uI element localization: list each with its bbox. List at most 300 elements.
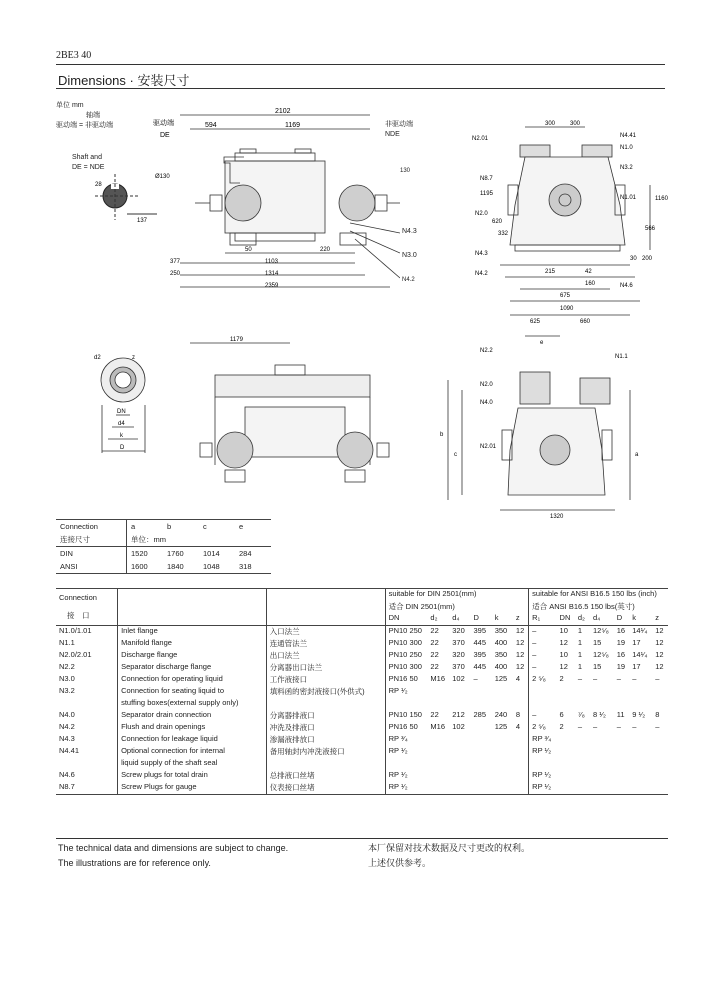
spec-cell: 10 [559,650,568,659]
spec-cell: N3.0 [59,674,75,683]
spec-row [56,722,668,734]
spec-cell [513,746,529,758]
spec-cell: 12 [515,650,525,659]
label-n11: N1.1 [615,354,628,360]
spec-cell [427,746,449,758]
pump-end-view [470,115,670,325]
shaft-and-text: Shaft and [72,154,102,161]
de-eq-label: 驱动端 = 非驱动端 [56,122,113,129]
note-cn-2: 上述仅供参考。 [368,858,432,868]
spec-cell: PN16 50 [385,674,427,686]
spec-cell: Connection for seating liquid to [118,686,267,698]
spec-cell [427,698,449,710]
ansi-col-dn: DN [559,613,571,622]
spec-cell [492,746,513,758]
conn-header-c: c [203,522,207,531]
din-col-d4: d₄ [452,613,460,622]
spec-cell [590,770,614,782]
spec-cell [652,770,668,782]
spec-cell: 分离器出口法兰 [266,662,385,674]
spec-cell [575,686,590,698]
dim-28: 28 [95,182,102,188]
spec-cell: – [655,722,660,731]
spec-cell [470,734,491,746]
spec-cell: 22 [430,638,439,647]
dim-377: 377 [170,259,181,265]
label-n43-side: N4.3 [402,228,417,235]
spec-cell: RP ¹⁄₂ [529,782,557,795]
spec-cell: 工作液接口 [266,674,385,686]
spec-cell: 2 ⁵⁄₈ [529,722,557,734]
dim-300-a: 300 [545,121,556,127]
dim-1090: 1090 [560,306,574,312]
document-code: 2BE3 40 [56,50,92,61]
spec-cell [470,758,491,770]
ansi-col-r1: R₁ [529,613,557,626]
spec-cell: 395 [473,626,486,635]
spec-header-ansi: suitable for ANSI B16.5 150 lbs (inch) [529,589,668,602]
spec-cell: 12 [515,662,525,671]
conn-cell: DIN [60,549,73,558]
spec-header-ansi-cn: 适合 ANSI B16.5 150 lbs(英寸) [529,601,668,613]
dim-130: 130 [400,168,411,174]
dim-2102: 2102 [275,108,291,115]
spec-cell: N8.7 [59,782,75,791]
dim-42: 42 [585,269,592,275]
label-n42: N4.2 [475,271,488,277]
spec-cell: 445 [473,662,486,671]
spec-cell [575,698,590,710]
label-n87: N8.7 [480,176,493,182]
spec-cell: 12 [655,662,664,671]
spec-cell [513,698,529,710]
label-D: D [120,445,125,451]
spec-cell [557,686,575,698]
spec-cell: M16 [430,722,445,731]
label-n10: N1.0 [620,145,633,151]
notes-en [58,841,288,871]
notes-cn [368,841,530,871]
label-d4: d4 [118,421,125,427]
spec-row [56,674,668,686]
spec-cell: N1.1 [59,638,75,647]
din-col-d2: d₂ [430,613,438,622]
spec-cell: Connection for leakage liquid [118,734,267,746]
spec-cell: 1 [577,650,582,659]
spec-cell [449,734,470,746]
spec-cell [427,686,449,698]
spec-cell [557,770,575,782]
spec-cell [614,734,630,746]
dim-332: 332 [498,231,509,237]
spec-cell [56,758,118,770]
spec-cell [449,758,470,770]
spec-cell [56,698,118,710]
spec-cell [492,782,513,795]
note-cn-1: 本厂保留对技术数据及尺寸更改的权利。 [368,843,531,853]
label-n201: N2.01 [472,136,489,142]
label-n101: N1.01 [620,195,637,201]
spec-cell: – [529,638,557,650]
spec-cell: 冲洗及排液口 [266,722,385,734]
spec-cell: N4.41 [59,746,80,755]
dim-620: 620 [492,219,503,225]
dim-30: 30 [630,256,637,262]
spec-cell [470,746,491,758]
spec-cell [629,770,652,782]
spec-cell: PN10 150 [385,710,427,722]
spec-cell [492,770,513,782]
page-title: Dimensions · 安装尺寸 [58,73,190,88]
nde-cn-label: 非驱动端 [385,121,413,128]
spec-cell [449,770,470,782]
spec-cell: 22 [430,626,439,635]
dim-137: 137 [137,218,148,224]
spec-row [56,650,668,662]
spec-cell: RP ¹⁄₂ [385,746,427,758]
spec-cell: 212 [452,710,465,719]
spec-cell: 12 [515,638,525,647]
spec-cell [629,686,652,698]
spec-cell: 8 [655,710,660,719]
spec-cell: – [655,674,660,683]
spec-cell: – [529,626,557,639]
spec-cell: N4.6 [59,770,75,779]
ansi-col-d4: d₄ [593,613,601,622]
label-n30-side: N3.0 [402,252,417,259]
notes-rule [56,838,668,839]
conn-cell: 1840 [167,562,184,571]
spec-row [56,758,668,770]
de-label: DE [160,132,170,139]
spec-cell [513,770,529,782]
dim-300-b: 300 [570,121,581,127]
dim-b: b [440,432,444,438]
label-n43: N4.3 [475,251,488,257]
spec-cell: 14¹⁄₄ [632,626,648,635]
spec-cell [427,734,449,746]
spec-cell: liquid supply of the shaft seal [118,758,267,770]
spec-cell: 4 [515,674,521,683]
spec-cell [575,782,590,795]
spec-cell: 102 [452,674,465,683]
spec-cell: 370 [452,638,465,647]
spec-cell: – [593,674,598,683]
ansi-col-d2: d₂ [577,613,585,622]
spec-cell [385,758,427,770]
spec-cell [575,770,590,782]
spec-cell: N3.2 [59,686,75,695]
spec-cell: 1 [577,626,582,635]
spec-cell [575,746,590,758]
spec-cell: 渗漏液排放口 [266,734,385,746]
spec-cell: 备用轴封内冲洗液接口 [266,746,385,758]
spec-cell: 2 ⁵⁄₈ [529,674,557,686]
spec-cell [590,734,614,746]
spec-cell: M16 [430,674,445,683]
spec-cell [470,770,491,782]
spec-cell [470,722,491,734]
spec-cell [529,758,557,770]
spec-cell: 2 [559,674,564,683]
spec-cell: Optional connection for internal [118,746,267,758]
conn-header-connection: Connection [60,522,98,531]
spec-cell: 12 [655,650,664,659]
spec-cell: PN10 250 [385,650,427,662]
spec-cell: 12⁵⁄₈ [593,626,609,635]
spec-cell: RP ¹⁄₂ [385,686,427,698]
spec-cell: 400 [494,662,508,671]
spec-cell: PN10 300 [385,638,427,650]
spec-cell: Screw Plugs for gauge [118,782,267,795]
spec-cell: 仪表接口丝堵 [266,782,385,795]
spec-cell [449,782,470,795]
spec-cell: RP ³⁄₄ [529,734,557,746]
pump-side-view [150,103,400,298]
label-n32: N3.2 [620,165,633,171]
spec-cell [449,686,470,698]
label-n201-b: N2.01 [480,444,497,450]
dim-c: c [454,452,457,458]
spec-cell: – [577,674,582,683]
spec-row [56,734,668,746]
spec-cell: 12 [655,626,664,635]
din-col-D: D [473,613,479,622]
spec-cell: 22 [430,650,439,659]
spec-cell [614,686,630,698]
dim-660: 660 [580,319,591,325]
dim-160: 160 [585,281,596,287]
spec-cell [652,698,668,710]
dim-215: 215 [545,269,556,275]
spec-cell [385,698,427,710]
spec-cell: 16 [616,650,626,659]
spec-cell [629,746,652,758]
dim-1169: 1169 [285,122,301,129]
spec-cell [629,698,652,710]
spec-cell [513,758,529,770]
spec-cell [575,734,590,746]
spec-cell: 285 [473,710,486,719]
dim-a: a [635,452,639,458]
separator-end-view [440,330,660,520]
spec-cell: 125 [494,722,508,731]
spec-row [56,746,668,758]
din-col-z: z [515,613,520,622]
dim-250: 250 [170,271,181,277]
spec-cell: RP ¹⁄₂ [385,782,427,795]
spec-cell [590,758,614,770]
dim-566: 566 [645,226,656,232]
spec-row [56,686,668,698]
dim-1103: 1103 [265,259,278,265]
spec-cell: – [632,674,637,683]
unit-line: 单位 mm [56,102,84,109]
spec-cell: 12 [559,638,568,647]
spec-cell: RP ¹⁄₂ [385,770,427,782]
spec-cell [529,698,557,710]
spec-cell: 16 [616,626,626,635]
spec-cell: N2.2 [59,662,75,671]
spec-cell [575,758,590,770]
spec-cell: 240 [494,710,508,719]
spec-cell: – [616,674,621,683]
spec-cell: stuffing boxes(external supply only) [118,698,267,710]
conn-header-b: b [167,522,172,531]
spec-cell [652,734,668,746]
spec-header-din: suitable for DIN 2501(mm) [385,589,529,602]
label-n22: N2.2 [480,348,493,354]
spec-cell: 填料函的密封液接口(外供式) [266,686,385,698]
spec-cell: – [632,722,637,731]
spec-row [56,782,668,795]
spec-cell: 125 [494,674,508,683]
spec-cell: 445 [473,638,486,647]
unit-note [56,101,113,131]
conn-header-cn: 连接尺寸 [60,535,90,544]
spec-cell [513,734,529,746]
dim-1195: 1195 [480,191,493,197]
dim-1160: 1160 [655,196,668,202]
spec-cell: 12⁵⁄₈ [593,650,609,659]
spec-cell: 12 [655,638,664,647]
spec-cell: – [529,650,557,662]
spec-cell [266,758,385,770]
pump-with-separator-view [185,335,390,500]
spec-cell: 4 [515,722,521,731]
spec-cell: 395 [473,650,486,659]
spec-cell: Separator drain connection [118,710,267,722]
conn-header-a: a [127,520,164,534]
spec-cell: PN10 300 [385,662,427,674]
spec-cell [614,746,630,758]
spec-cell [492,758,513,770]
spec-cell: N4.3 [59,734,75,743]
dim-1314: 1314 [265,271,279,277]
spec-cell [590,782,614,795]
spec-cell: 320 [452,626,465,635]
spec-cell: 总排液口丝堵 [266,770,385,782]
din-col-dn: DN [385,613,427,626]
ansi-col-z: z [655,613,659,622]
spec-cell [652,758,668,770]
spec-cell: Screw plugs for total drain [118,770,267,782]
spec-cell [652,782,668,795]
dim-625: 625 [530,319,541,325]
spec-cell: 2 [559,722,564,731]
spec-cell: 8 ¹⁄₂ [593,710,606,719]
conn-cell: 1600 [127,560,164,574]
spec-cell [590,698,614,710]
spec-cell: – [529,710,557,722]
connection-table [56,519,271,574]
conn-cell: 318 [239,562,252,571]
spec-cell [557,746,575,758]
spec-cell [492,698,513,710]
spec-cell: Discharge flange [118,650,267,662]
note-en-1: The technical data and dimensions are subject to change. [58,843,289,853]
spec-cell [652,746,668,758]
spec-cell: Manifold flange [118,638,267,650]
spec-cell [529,686,557,698]
spec-row [56,698,668,710]
ansi-col-D: D [616,613,623,622]
spec-cell: N4.0 [59,710,75,719]
spec-row [56,638,668,650]
spec-cell: RP ¹⁄₂ [529,746,557,758]
spec-cell: 入口法兰 [266,626,385,639]
spec-cell: ⁷⁄₈ [577,710,585,719]
spec-cell [492,686,513,698]
spec-cell: 1 [577,638,582,647]
spec-cell: 17 [632,638,641,647]
spec-cell [614,758,630,770]
spec-cell [557,698,575,710]
spec-cell: PN16 50 [385,722,427,734]
spec-cell [614,770,630,782]
spec-row [56,770,668,782]
spec-cell [470,686,491,698]
spec-cell: 320 [452,650,465,659]
spec-cell: 12 [559,662,568,671]
label-z: z [132,355,135,361]
spec-cell: N1.0/1.01 [59,626,92,635]
spec-cell: – [529,662,557,674]
spec-cell: 连通管法兰 [266,638,385,650]
spec-cell: – [593,722,598,731]
conn-cell: 1760 [167,549,184,558]
nde-label-block [385,120,413,140]
spec-cell: 1 [577,662,582,671]
spec-cell: 15 [593,638,602,647]
spec-cell [652,686,668,698]
conn-header-unit: 单位：mm [127,533,272,547]
dim-1179: 1179 [230,337,243,343]
dim-50: 50 [245,247,252,253]
spec-cell: – [577,722,582,731]
spec-cell: PN10 250 [385,626,427,639]
spec-cell [513,782,529,795]
conn-header-e: e [239,522,244,531]
spec-cell [427,770,449,782]
spec-cell: 22 [430,662,439,671]
spec-cell [629,782,652,795]
nde-label: NDE [385,131,400,138]
spec-cell: 9 ¹⁄₂ [632,710,646,719]
label-n441: N4.41 [620,133,637,139]
spec-cell [513,686,529,698]
spec-cell: – [473,674,478,683]
ansi-col-k: k [632,613,637,622]
spec-cell: 15 [593,662,602,671]
spec-cell [470,782,491,795]
label-n42-side: N4.2 [402,277,415,283]
dim-2359: 2359 [265,283,279,289]
conn-cell: 1520 [127,547,164,561]
spec-cell [427,782,449,795]
spec-cell: 17 [632,662,641,671]
spec-cell: 19 [616,638,626,647]
spec-cell: 出口法兰 [266,650,385,662]
spec-cell: 19 [616,662,626,671]
spec-cell: 350 [494,626,508,635]
spec-cell [470,698,491,710]
spec-cell: 22 [430,710,439,719]
spec-cell: 14¹⁄₄ [632,650,648,659]
conn-cell: 1014 [203,549,220,558]
conn-cell: 284 [239,549,252,558]
spec-cell: Connection for operating liquid [118,674,267,686]
